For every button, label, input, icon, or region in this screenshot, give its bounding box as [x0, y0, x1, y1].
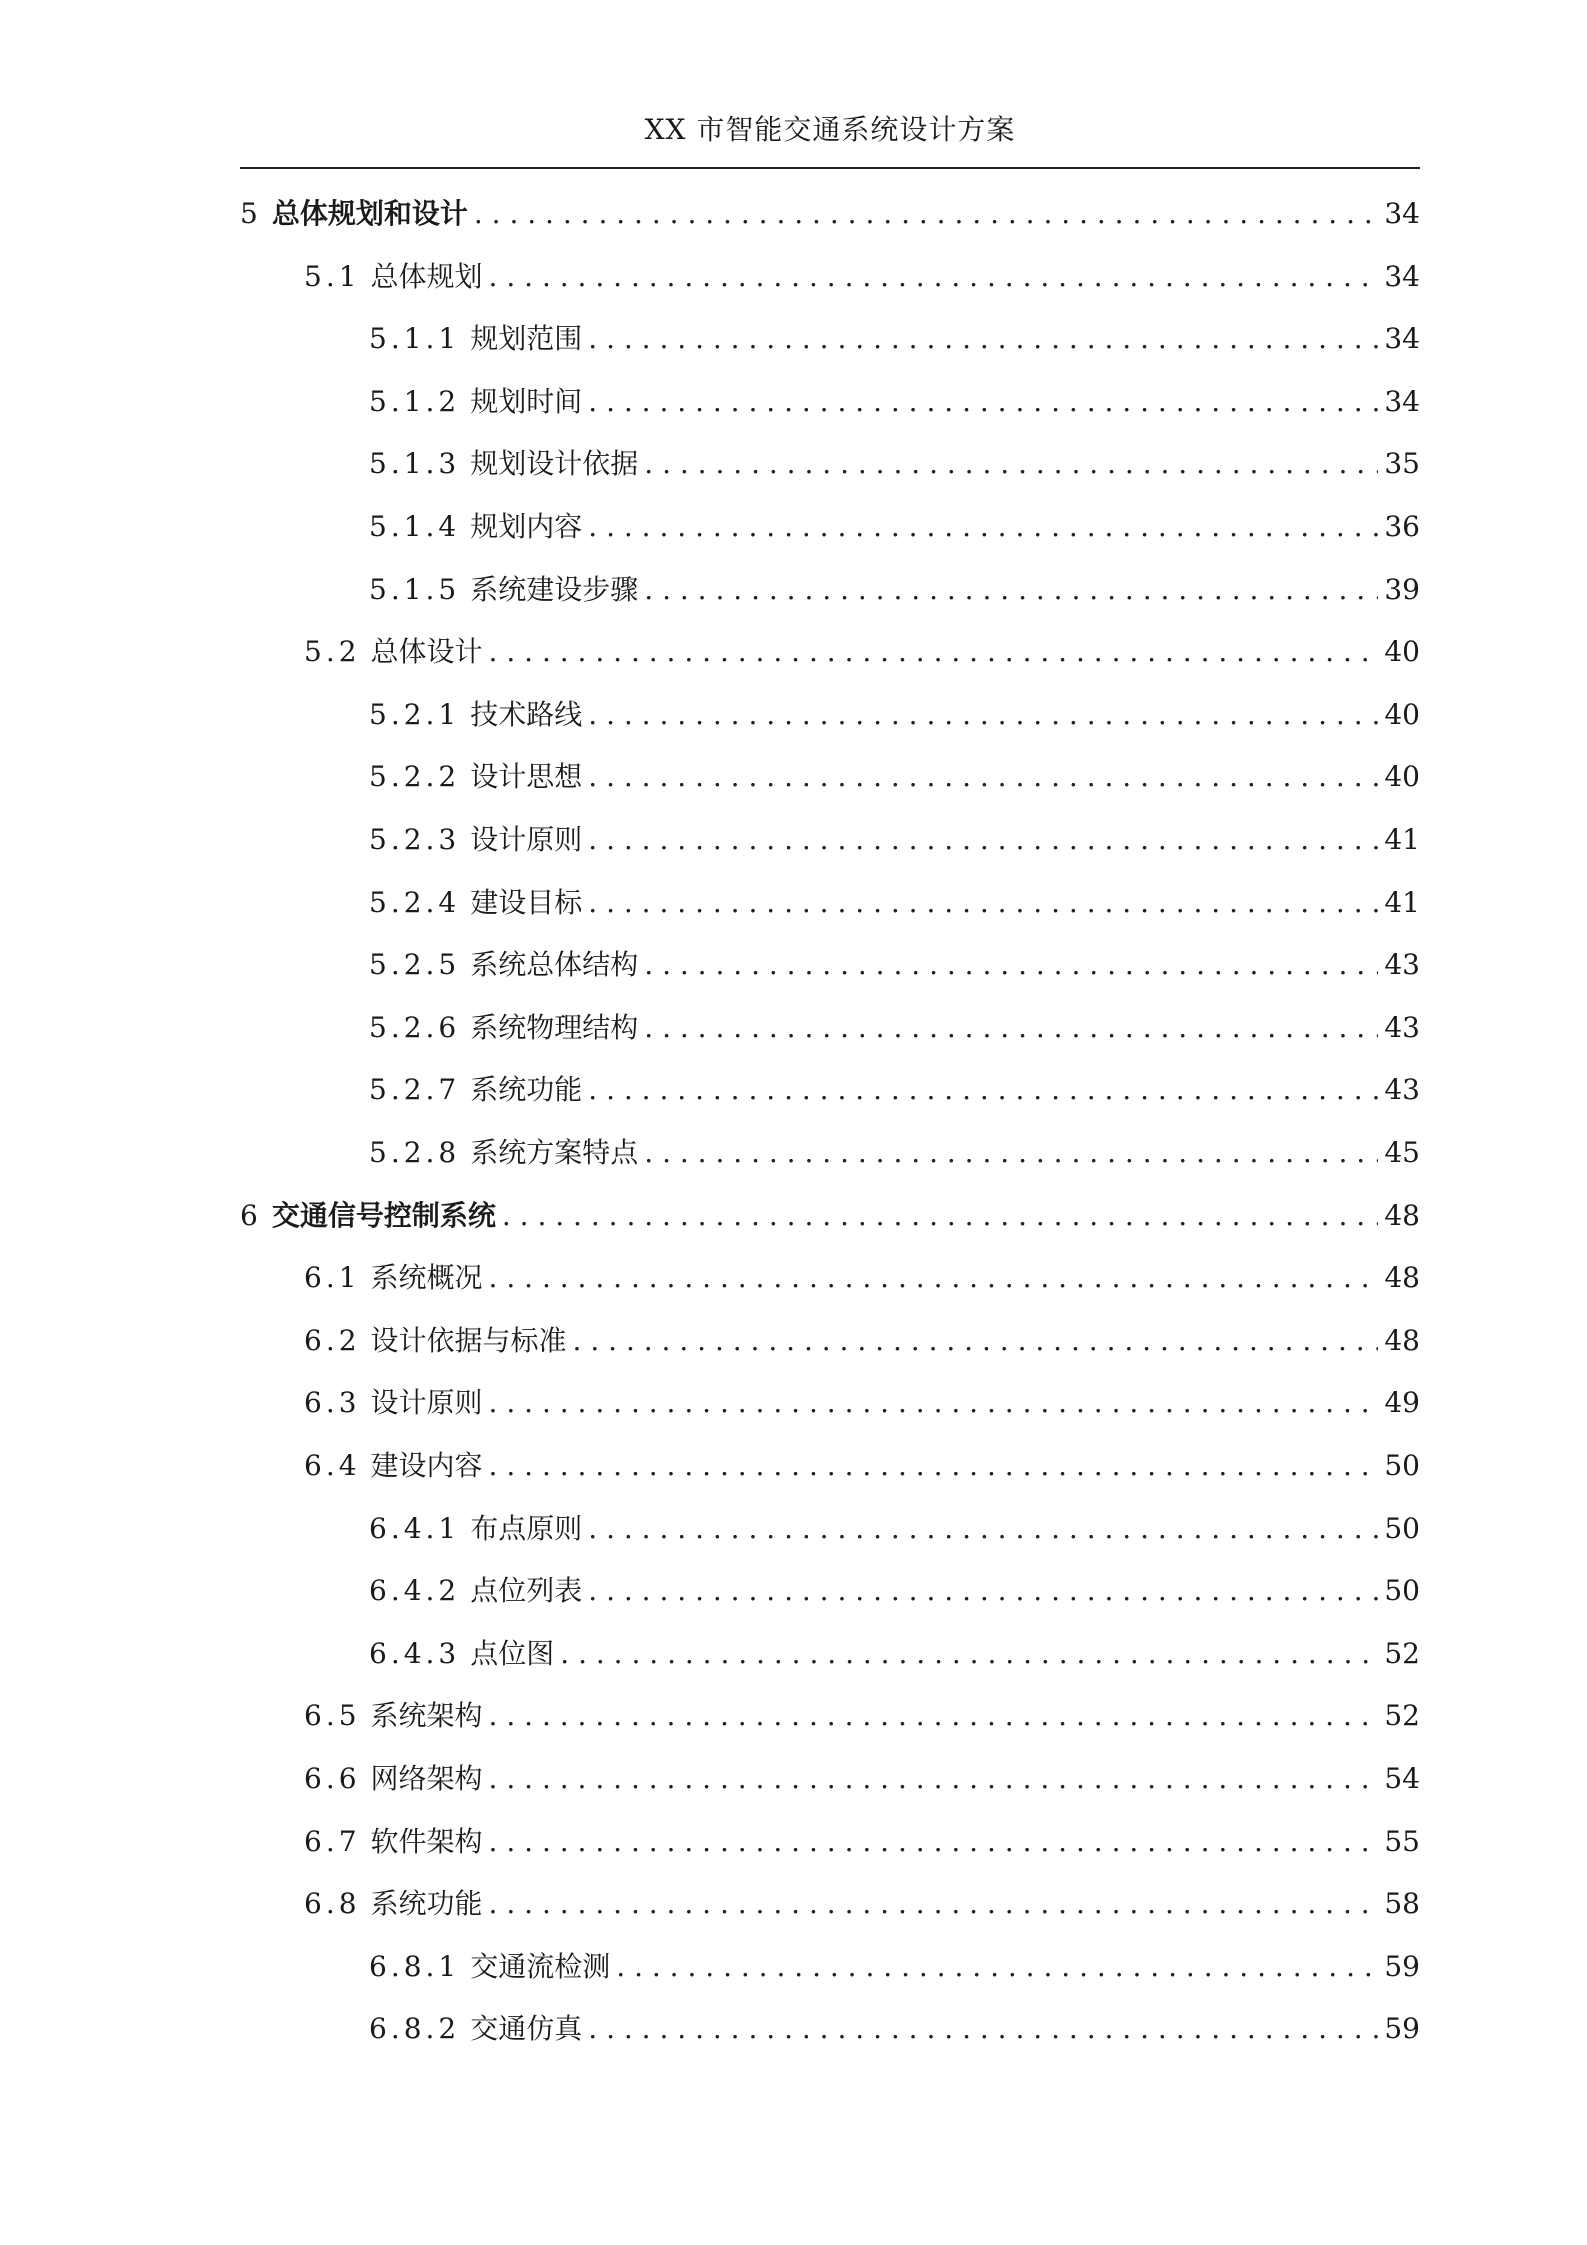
toc-dot-leader: [588, 693, 1378, 737]
toc-entry-title: 设计思想: [470, 760, 583, 794]
toc-entry-title: 点位列表: [470, 1574, 583, 1608]
toc-entry-page-number: 59: [1384, 1949, 1420, 1983]
toc-dot-leader: [489, 1757, 1379, 1801]
toc-entry-number: 6.3: [304, 1386, 361, 1420]
toc-entry[interactable]: [0, 380, 1420, 424]
toc-entry-page-number: 49: [1384, 1386, 1420, 1420]
toc-entry[interactable]: [0, 630, 1420, 674]
toc-dot-leader: [489, 1882, 1379, 1926]
toc-dot-leader: [588, 1507, 1378, 1551]
toc-entry-number: 5.1.1: [369, 322, 461, 356]
toc-entry-title: 布点原则: [470, 1511, 583, 1545]
toc-entry-number: 5.2.2: [369, 760, 461, 794]
toc-dot-leader: [644, 442, 1378, 486]
toc-entry-page-number: 41: [1384, 885, 1420, 919]
toc-entry-number: 5.2.8: [369, 1136, 461, 1169]
toc-entry-title: 设计原则: [470, 823, 583, 856]
toc-entry-number: 5.2.1: [369, 697, 461, 731]
toc-entry-number: 6.8.1: [369, 1949, 461, 1983]
toc-dot-leader: [588, 505, 1378, 549]
toc-entry[interactable]: [0, 1131, 1420, 1175]
toc-entry-page-number: 34: [1384, 197, 1420, 230]
toc-entry[interactable]: [0, 1444, 1420, 1488]
toc-entry-number: 5.2.7: [369, 1073, 461, 1107]
toc-entry-title: 系统物理结构: [470, 1010, 639, 1044]
toc-dot-leader: [489, 255, 1379, 299]
toc-dot-leader: [489, 1820, 1379, 1864]
toc-entry-title: 系统功能: [370, 1887, 483, 1921]
toc-entry-title: 技术路线: [470, 697, 583, 731]
toc-dot-leader: [560, 1632, 1378, 1676]
toc-dot-leader: [588, 380, 1378, 424]
toc-entry-page-number: 41: [1384, 823, 1420, 856]
toc-entry[interactable]: [0, 881, 1420, 925]
toc-entry-page-number: 52: [1384, 1636, 1420, 1670]
toc-entry[interactable]: [0, 505, 1420, 549]
toc-entry-number: 5.1.5: [369, 572, 461, 606]
toc-dot-leader: [489, 1381, 1379, 1425]
toc-entry-page-number: 59: [1384, 2012, 1420, 2046]
toc-entry-number: 6.1: [304, 1261, 361, 1295]
toc-entry[interactable]: [0, 818, 1420, 862]
toc-entry-page-number: 50: [1384, 1449, 1420, 1482]
toc-entry-page-number: 39: [1384, 572, 1420, 606]
toc-entry[interactable]: [0, 943, 1420, 987]
toc-entry-title: 交通流检测: [470, 1949, 611, 1983]
toc-entry-title: 设计原则: [370, 1386, 483, 1420]
toc-entry-page-number: 48: [1384, 1261, 1420, 1295]
toc-dot-leader: [588, 1569, 1378, 1613]
toc-entry-page-number: 54: [1384, 1762, 1420, 1795]
toc-entry-page-number: 36: [1384, 510, 1420, 543]
toc-dot-leader: [474, 192, 1379, 236]
toc-entry-number: 6.8: [304, 1887, 361, 1921]
toc-entry-page-number: 34: [1384, 384, 1420, 418]
toc-entry-page-number: 58: [1384, 1887, 1420, 1921]
toc-dot-leader: [489, 1256, 1379, 1300]
toc-entry-title: 规划内容: [470, 510, 583, 543]
toc-entry-number: 6.4: [304, 1449, 361, 1482]
toc-entry-title: 建设内容: [370, 1449, 483, 1482]
toc-entry[interactable]: [0, 1006, 1420, 1050]
toc-entry-page-number: 48: [1384, 1198, 1420, 1232]
toc-entry[interactable]: [0, 1882, 1420, 1926]
toc-entry[interactable]: [0, 1068, 1420, 1112]
toc-entry[interactable]: [0, 1194, 1420, 1238]
toc-dot-leader: [644, 943, 1378, 987]
toc-entry-title: 交通信号控制系统: [271, 1198, 496, 1232]
toc-dot-leader: [644, 568, 1378, 612]
toc-dot-leader: [588, 317, 1378, 361]
toc-entry-page-number: 50: [1384, 1511, 1420, 1545]
toc-entry-title: 系统总体结构: [470, 948, 639, 982]
toc-entry-number: 5.2.4: [369, 885, 461, 919]
toc-entry[interactable]: [0, 255, 1420, 299]
toc-entry[interactable]: [0, 1945, 1420, 1989]
toc-entry[interactable]: [0, 317, 1420, 361]
toc-entry-title: 系统架构: [370, 1699, 483, 1733]
toc-entry-page-number: 48: [1384, 1323, 1420, 1357]
toc-entry-number: 5: [240, 197, 262, 230]
toc-entry-page-number: 43: [1384, 1010, 1420, 1044]
toc-entry[interactable]: [0, 568, 1420, 612]
toc-entry-number: 5.1.2: [369, 384, 461, 418]
toc-entry[interactable]: [0, 192, 1420, 236]
toc-dot-leader: [588, 1068, 1378, 1112]
toc-entry-title: 规划设计依据: [470, 447, 639, 481]
toc-entry[interactable]: [0, 2007, 1420, 2051]
toc-entry-number: 5.2: [304, 635, 361, 669]
toc-entry-number: 6.8.2: [369, 2012, 461, 2046]
toc-dot-leader: [616, 1945, 1378, 1989]
toc-entry-number: 6.4.3: [369, 1636, 461, 1670]
toc-entry[interactable]: [0, 1820, 1420, 1864]
page-header-title: XX 市智能交通系统设计方案: [644, 113, 1016, 146]
toc-dot-leader: [588, 818, 1378, 862]
toc-entry-title: 规划范围: [470, 322, 583, 356]
toc-entry[interactable]: [0, 1694, 1420, 1738]
toc-entry[interactable]: [0, 442, 1420, 486]
toc-entry[interactable]: [0, 755, 1420, 799]
toc-entry[interactable]: [0, 1507, 1420, 1551]
toc-entry-page-number: 45: [1384, 1136, 1420, 1169]
toc-entry-page-number: 43: [1384, 1073, 1420, 1107]
toc-entry-title: 总体设计: [370, 635, 483, 669]
toc-entry-title: 总体规划和设计: [271, 197, 468, 230]
toc-entry-page-number: 43: [1384, 948, 1420, 982]
toc-entry-number: 6: [240, 1198, 262, 1232]
toc-entry-title: 总体规划: [370, 259, 483, 293]
toc-entry-title: 网络架构: [370, 1762, 483, 1795]
toc-entry-page-number: 40: [1384, 760, 1420, 794]
toc-entry-number: 5.1.3: [369, 447, 461, 481]
toc-entry[interactable]: [0, 1569, 1420, 1613]
toc-entry-title: 点位图: [470, 1636, 555, 1670]
toc-dot-leader: [588, 881, 1378, 925]
toc-dot-leader: [573, 1319, 1379, 1363]
toc-entry-title: 系统建设步骤: [470, 572, 639, 606]
toc-entry-title: 软件架构: [370, 1824, 483, 1858]
toc-entry-page-number: 40: [1384, 635, 1420, 669]
toc-dot-leader: [489, 1444, 1379, 1488]
toc-entry-number: 5.2.5: [369, 948, 461, 982]
toc-entry-page-number: 35: [1384, 447, 1420, 481]
toc-entry-number: 6.2: [304, 1323, 361, 1357]
toc-entry-number: 6.6: [304, 1762, 361, 1795]
toc-dot-leader: [588, 755, 1378, 799]
toc-entry[interactable]: [0, 1381, 1420, 1425]
toc-entry-number: 6.5: [304, 1699, 361, 1733]
toc-dot-leader: [489, 630, 1379, 674]
toc-entry-number: 6.4.1: [369, 1511, 461, 1545]
toc-entry-number: 5.2.6: [369, 1010, 461, 1044]
toc-entry-page-number: 34: [1384, 259, 1420, 293]
toc-entry-page-number: 52: [1384, 1699, 1420, 1733]
toc-entry[interactable]: [0, 1632, 1420, 1676]
toc-entry-title: 建设目标: [470, 885, 583, 919]
toc-entry-title: 规划时间: [470, 384, 583, 418]
toc-entry-page-number: 55: [1384, 1824, 1420, 1858]
toc-entry-number: 6.7: [304, 1824, 361, 1858]
toc-entry-number: 5.1.4: [369, 510, 461, 543]
toc-entry-title: 交通仿真: [470, 2012, 583, 2046]
toc-entry-title: 系统概况: [370, 1261, 483, 1295]
toc-dot-leader: [502, 1194, 1379, 1238]
toc-entry-title: 设计依据与标准: [370, 1323, 567, 1357]
toc-dot-leader: [588, 2007, 1378, 2051]
toc-dot-leader: [644, 1131, 1378, 1175]
toc-entry[interactable]: [0, 1319, 1420, 1363]
toc-entry-title: 系统功能: [470, 1073, 583, 1107]
toc-entry-page-number: 40: [1384, 697, 1420, 731]
toc-entry-page-number: 34: [1384, 322, 1420, 356]
toc-entry-title: 系统方案特点: [470, 1136, 639, 1169]
toc-entry[interactable]: [0, 1757, 1420, 1801]
toc-dot-leader: [489, 1694, 1379, 1738]
toc-entry-number: 5.1: [304, 259, 361, 293]
header-divider: [240, 167, 1420, 169]
toc-entry-number: 6.4.2: [369, 1574, 461, 1608]
toc-entry-number: 5.2.3: [369, 823, 461, 856]
toc-entry[interactable]: [0, 693, 1420, 737]
toc-entry[interactable]: [0, 1256, 1420, 1300]
toc-dot-leader: [644, 1006, 1378, 1050]
toc-entry-page-number: 50: [1384, 1574, 1420, 1608]
